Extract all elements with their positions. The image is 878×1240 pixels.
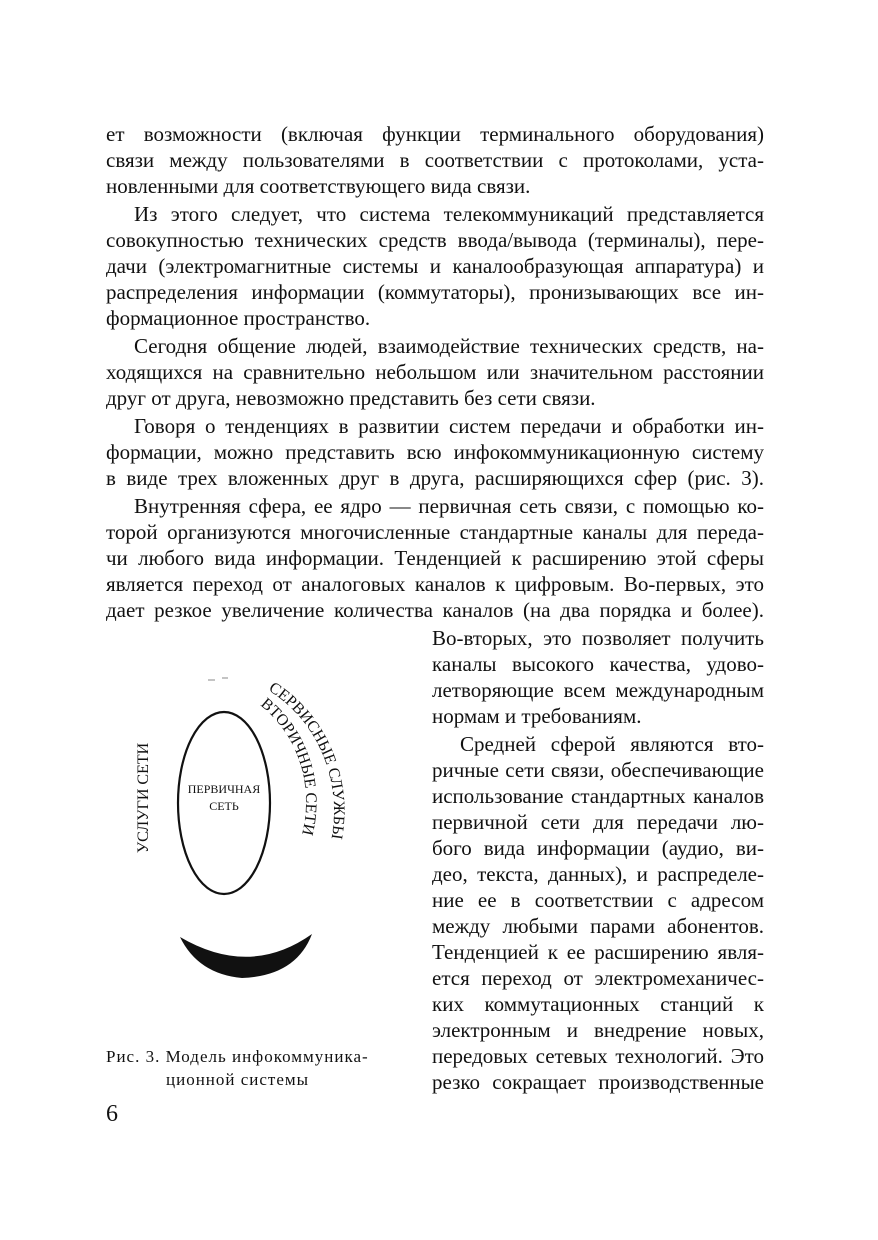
infocom-model-diagram bbox=[100, 660, 400, 1030]
text-line: дает резкое увеличение количества каналов (на два порядка и более). bbox=[106, 598, 764, 622]
column-text-line: ние ее в соответствии с адресом bbox=[432, 888, 764, 912]
figure-caption: ционной системы bbox=[166, 1070, 310, 1089]
text-line: ходящихся на сравнительно небольшом или значительном расстоянии bbox=[106, 360, 764, 384]
primary-network-label: ПЕРВИЧНАЯ bbox=[187, 782, 261, 796]
text-line: формации, можно представить всю инфокоммуникационную систему bbox=[106, 440, 764, 464]
column-text-line: использование стандартных каналов bbox=[432, 784, 764, 808]
text-line: является переход от аналоговых каналов к цифровым. Во-первых, это bbox=[106, 572, 764, 596]
network-services-label: УСЛУГИ СЕТИ bbox=[135, 742, 152, 854]
text-line: Сегодня общение людей, взаимодействие технических средств, на- bbox=[134, 334, 764, 358]
column-text-line: резко сокращает производственные bbox=[432, 1070, 764, 1094]
column-text-line: Во-вторых, это позволяет получить bbox=[432, 626, 764, 650]
column-text-line: каналы высокого качества, удово- bbox=[432, 652, 764, 676]
column-text-line: летворяющие всем международным bbox=[432, 678, 764, 702]
text-line: друг от друга, невозможно представить без сети связи. bbox=[106, 386, 596, 410]
primary-network-label: СЕТЬ bbox=[209, 799, 239, 813]
column-text-line: электронным и внедрение новых, bbox=[432, 1018, 764, 1042]
column-text-line: передовых сетевых технологий. Это bbox=[432, 1044, 764, 1068]
column-text-line: нормам и требованиям. bbox=[432, 704, 642, 728]
figure-caption: Рис. 3. Модель инфокоммуника- bbox=[106, 1047, 369, 1066]
text-line: в виде трех вложенных друг в друга, расширяющихся сфер (рис. 3). bbox=[106, 466, 764, 490]
text-line: новленными для соответствующего вида связи. bbox=[106, 174, 531, 198]
service-systems-text: СЕРВИСНЫЕ СЛУЖБЫ bbox=[265, 679, 348, 841]
text-line: дачи (электромагнитные системы и каналообразующая аппаратура) и bbox=[106, 254, 764, 278]
text-line: распределения информации (коммутаторы), пронизывающих все ин- bbox=[106, 280, 764, 304]
column-text-line: Средней сферой являются вто- bbox=[460, 732, 764, 756]
column-text-line: ричные сети связи, обеспечивающие bbox=[432, 758, 764, 782]
text-line: ет возможности (включая функции терминального оборудования) bbox=[106, 122, 764, 146]
text-line: Из этого следует, что система телекоммуникаций представляется bbox=[134, 202, 764, 226]
secondary-networks-text: ВТОРИЧНЫЕ СЕТИ bbox=[257, 694, 320, 837]
text-line: торой организуются многочисленные стандартные каналы для переда- bbox=[106, 520, 764, 544]
column-text-line: бого вида информации (аудио, ви- bbox=[432, 836, 764, 860]
outer-sphere-crescent bbox=[180, 934, 312, 978]
page-number: 6 bbox=[106, 1101, 118, 1127]
column-text-line: между любыми парами абонентов. bbox=[432, 914, 764, 938]
column-text-line: первичной сети для передачи лю- bbox=[432, 810, 764, 834]
column-text-line: део, текста, данных), и распределе- bbox=[432, 862, 764, 886]
text-line: совокупностью технических средств ввода/вывода (терминалы), пере- bbox=[106, 228, 764, 252]
text-line: формационное пространство. bbox=[106, 306, 371, 330]
column-text-line: ется переход от электромеханичес- bbox=[432, 966, 764, 990]
column-text-line: Тенденцией к ее расширению явля- bbox=[432, 940, 764, 964]
column-text-line: ких коммутационных станций к bbox=[432, 992, 764, 1016]
text-line: Говоря о тенденциях в развитии систем передачи и обработки ин- bbox=[134, 414, 764, 438]
text-line: чи любого вида информации. Тенденцией к расширению этой сферы bbox=[106, 546, 764, 570]
infocom-model-figure bbox=[100, 660, 400, 1030]
text-line: Внутренняя сфера, ее ядро — первичная сеть связи, с помощью ко- bbox=[134, 494, 764, 518]
text-line: связи между пользователями в соответствии с протоколами, уста- bbox=[106, 148, 764, 172]
